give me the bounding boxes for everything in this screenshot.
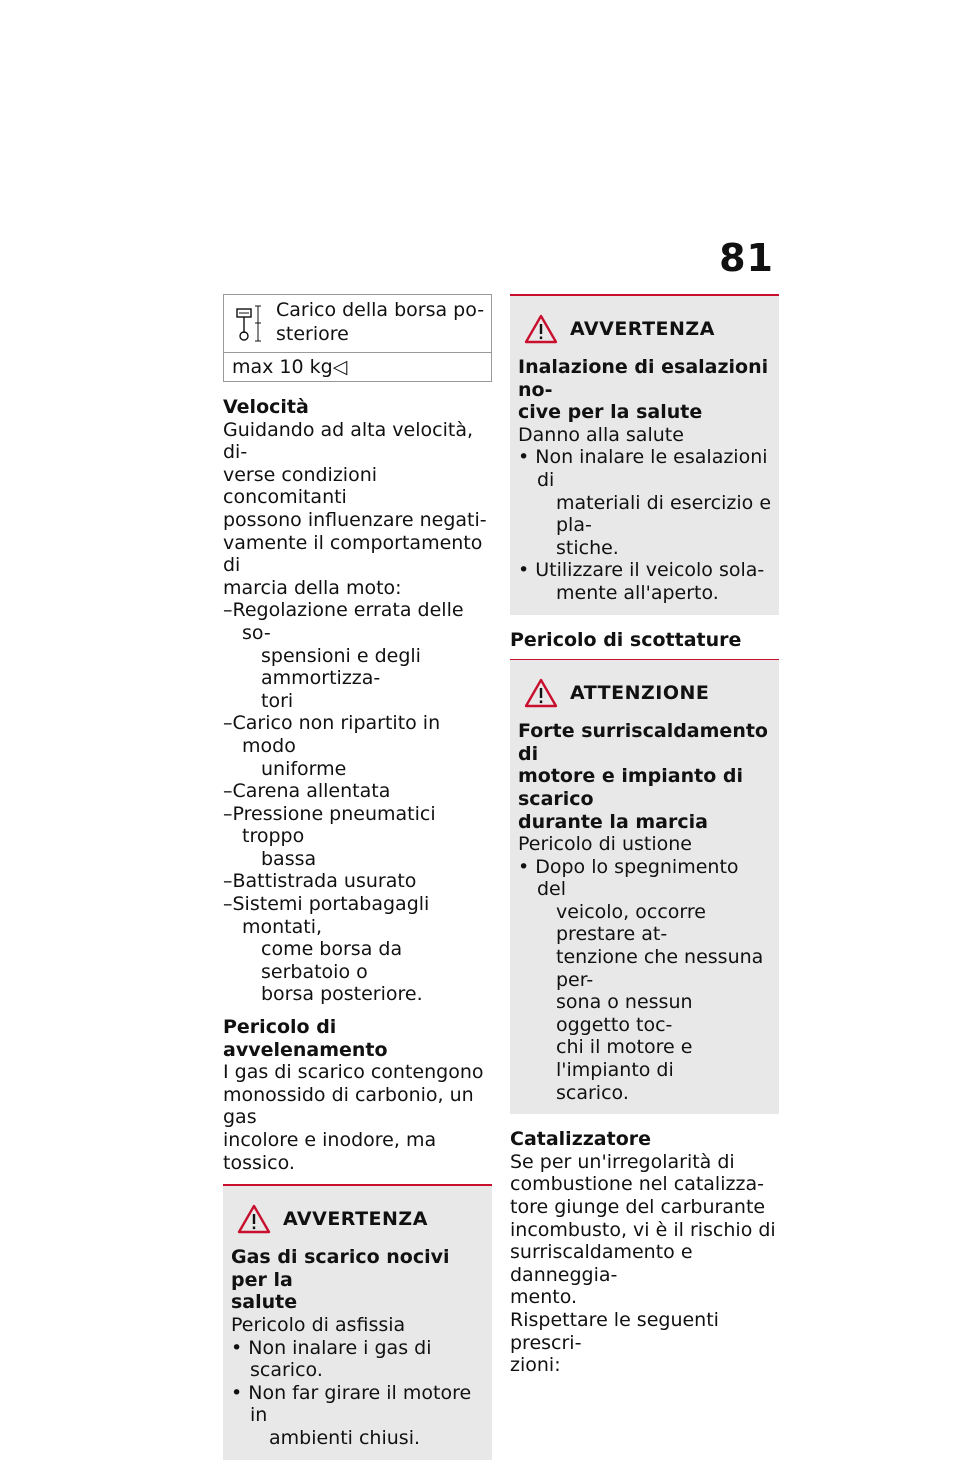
text-line: Guidando ad alta velocità, di-	[223, 418, 474, 464]
text-line: I gas di scarico contengono	[223, 1061, 484, 1084]
text-line: zioni:	[510, 1354, 561, 1377]
text-line: –Carico non ripartito in modo	[223, 712, 441, 757]
load-table-value: max 10 kg◁	[224, 352, 491, 381]
text-line: chi il motore e l'impianto di	[556, 1036, 693, 1082]
warning-title-line: Forte surriscaldamento di	[518, 720, 768, 765]
poisoning-heading: Pericolo di avvelenamento	[223, 1016, 388, 1061]
text-line: –Pressione pneumatici troppo	[223, 802, 436, 848]
list-item	[231, 1382, 484, 1450]
list-item	[223, 803, 492, 871]
warning-title-line: Gas di scarico nocivi per la	[231, 1246, 450, 1291]
speed-heading: Velocità	[223, 396, 309, 418]
text-line: • Utilizzare il veicolo sola-	[518, 559, 765, 582]
load-table-title	[276, 298, 484, 346]
warning-triangle-icon	[524, 678, 558, 708]
text-line: –Carena allentata	[223, 780, 391, 803]
text-line: mente all'aperto.	[556, 581, 719, 604]
warning-label: AVVERTENZA	[570, 318, 715, 340]
text-line: incolore e inodore, ma tossico.	[223, 1129, 437, 1174]
text-line: • Non inalare i gas di scarico.	[231, 1336, 432, 1382]
left-column	[223, 294, 492, 1460]
text-line: vamente il comportamento di	[223, 531, 483, 577]
text-line: scarico.	[556, 1081, 629, 1104]
warning-subtitle: Pericolo di ustione	[518, 833, 692, 856]
text-line: sona o nessun oggetto toc-	[556, 991, 693, 1036]
poisoning-text	[223, 1061, 492, 1174]
warning-title-line: durante la marcia	[518, 810, 708, 833]
text-line: veicolo, occorre prestare at-	[556, 900, 706, 946]
warning-header	[524, 674, 771, 712]
load-title-line: steriore	[276, 323, 349, 345]
catalyst-heading: Catalizzatore	[510, 1128, 652, 1151]
text-line: tore giunge del carburante	[510, 1196, 766, 1218]
warning-label: AVVERTENZA	[283, 1208, 428, 1231]
text-line: • Non far girare il motore in	[231, 1381, 472, 1427]
warning-triangle-icon	[237, 1204, 271, 1234]
list-item	[223, 893, 492, 1006]
load-title-line: Carico della borsa po-	[276, 299, 485, 321]
text-line: stiche.	[556, 536, 619, 559]
text-line: –Sistemi portabagagli montati,	[223, 893, 430, 938]
warning-title-line: cive per la salute	[518, 401, 703, 424]
list-item	[223, 780, 492, 803]
text-line: possono influenzare negati-	[223, 508, 487, 531]
text-line: borsa posteriore.	[261, 983, 423, 1006]
text-line: surriscaldamento e danneggia-	[510, 1241, 693, 1286]
list-item	[231, 1337, 484, 1382]
text-line: materiali di esercizio e pla-	[556, 491, 772, 537]
luggage-weight-icon	[234, 303, 264, 345]
attention-label: ATTENZIONE	[570, 682, 710, 705]
text-line: spensioni e degli ammortizza-	[261, 644, 421, 690]
right-column	[510, 294, 779, 1377]
warning-header	[524, 310, 771, 348]
speed-list	[223, 599, 492, 1006]
text-line: –Battistrada usurato	[223, 870, 417, 893]
warning-subtitle: Pericolo di asfissia	[231, 1313, 406, 1336]
text-line: combustione nel catalizza-	[510, 1173, 764, 1196]
burns-heading: Pericolo di scottature	[510, 628, 742, 651]
catalyst-text	[510, 1151, 779, 1377]
list-item	[518, 559, 771, 604]
page-number: 81	[719, 236, 774, 280]
list-item	[223, 870, 492, 893]
attention-box-hot-engine	[510, 660, 779, 1114]
text-line: marcia della moto:	[223, 576, 402, 599]
text-line: ambienti chiusi.	[269, 1426, 421, 1449]
text-line: tenzione che nessuna per-	[556, 946, 764, 991]
list-item	[518, 856, 771, 1105]
warning-triangle-icon	[524, 314, 558, 344]
load-table	[223, 294, 492, 382]
warning-title-line: salute	[231, 1291, 298, 1314]
text-line: Se per un'irregolarità di	[510, 1150, 735, 1173]
text-line: • Dopo lo spegnimento del	[518, 855, 739, 901]
text-line: bassa	[261, 847, 317, 870]
text-line: tori	[261, 689, 294, 712]
warning-box-exhaust-gas	[223, 1184, 492, 1459]
list-item	[223, 712, 492, 780]
text-line: mento.	[510, 1286, 578, 1309]
text-line: Rispettare le seguenti prescri-	[510, 1308, 719, 1354]
warning-title-line: Inalazione di esalazioni no-	[518, 356, 769, 401]
text-line: incombusto, vi è il rischio di	[510, 1218, 776, 1241]
text-line: monossido di carbonio, un gas	[223, 1083, 474, 1129]
text-line: uniforme	[261, 757, 347, 780]
load-table-header	[224, 295, 491, 352]
list-item	[223, 599, 492, 712]
warning-box-fumes	[510, 294, 779, 615]
text-line: come borsa da serbatoio o	[261, 938, 403, 983]
list-item	[518, 446, 771, 559]
text-line: –Regolazione errata delle so-	[223, 599, 464, 644]
warning-title-line: motore e impianto di scarico	[518, 765, 743, 810]
text-line: verse condizioni concomitanti	[223, 463, 378, 509]
warning-subtitle: Danno alla salute	[518, 423, 684, 446]
warning-header	[237, 1200, 484, 1238]
text-line: • Non inalare le esalazioni di	[518, 446, 768, 491]
speed-intro	[223, 419, 492, 600]
